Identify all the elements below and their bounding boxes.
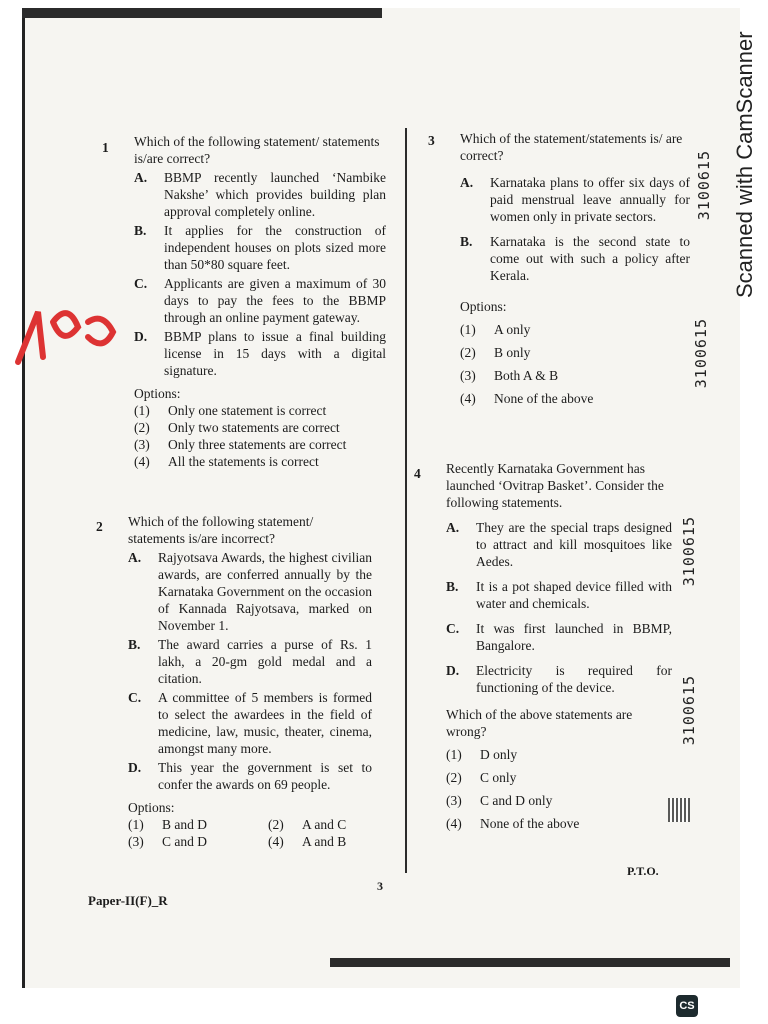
q2-option-3: (3) C and D bbox=[128, 834, 207, 849]
q2-stem: Which of the following statement/ statements is/are incorrect? bbox=[128, 514, 314, 546]
q4-option-3: (3) C and D only bbox=[446, 793, 553, 808]
q4-option-1: (1) D only bbox=[446, 747, 518, 762]
camscanner-watermark: Scanned with CamScanner bbox=[732, 31, 757, 298]
q2-option-1: (1) B and D bbox=[128, 817, 207, 832]
q2-statement-d: D. This year the government is set to confer the awards on 69 people. bbox=[128, 760, 372, 792]
scan-edge-top bbox=[22, 8, 382, 18]
side-serial-1: 3100615 bbox=[695, 150, 713, 221]
q4-statement-b: B. It is a pot shaped device filled with water and chemicals. bbox=[446, 579, 672, 611]
q3-stem: Which of the statement/statements is/ are correct? bbox=[460, 131, 683, 163]
q2-options-label: Options: bbox=[128, 800, 175, 815]
q2-option-4: (4) A and B bbox=[268, 834, 347, 849]
handwritten-red-mark bbox=[8, 292, 138, 372]
question-3 bbox=[460, 130, 690, 407]
q4-statement-c: C. It was first launched in BBMP, Bangalore. bbox=[446, 621, 672, 653]
q2-options-grid bbox=[128, 816, 372, 850]
q4-option-4: (4) None of the above bbox=[446, 816, 580, 831]
q3-statement-a: A. Karnataka plans to offer six days of paid menstrual leave annually for women only in private sectors. bbox=[460, 175, 690, 224]
q3-statement-b: B. Karnataka is the second state to come out with such a policy after Kerala. bbox=[460, 234, 690, 283]
q1-stem: Which of the following statement/ statements is/are correct? bbox=[134, 134, 380, 166]
q2-statement-b: B. The award carries a purse of Rs. 1 lakh, a 20-gm gold medal and a citation. bbox=[128, 637, 372, 686]
q3-option-2: (2) B only bbox=[460, 345, 531, 360]
side-serial-2: 3100615 bbox=[692, 318, 710, 389]
q1-number: 1 bbox=[102, 140, 109, 155]
pto-label: P.T.O. bbox=[627, 864, 659, 878]
q3-options-label: Options: bbox=[460, 299, 507, 314]
q2-number: 2 bbox=[96, 519, 103, 534]
q1-statement-b: B. It applies for the construction of independent houses on plots sized more than 50*80 square feet. bbox=[134, 223, 386, 272]
q3-number: 3 bbox=[428, 133, 435, 148]
q4-stem: Recently Karnataka Government has launched ‘Ovitrap Basket’. Consider the following statements. bbox=[446, 461, 664, 510]
q1-statement-a: A. BBMP recently launched ‘Nambike Nakshe’ which provides building plan approval completely online. bbox=[134, 170, 386, 219]
q1-options-label: Options: bbox=[134, 386, 181, 401]
q1-option-3: (3) Only three statements are correct bbox=[134, 437, 347, 452]
q4-statement-a: A. They are the special traps designed to attract and kill mosquitoes like Aedes. bbox=[446, 520, 672, 569]
paper-code: Paper-II(F)_R bbox=[88, 893, 168, 908]
q1-option-2: (2) Only two statements are correct bbox=[134, 420, 340, 435]
q3-option-3: (3) Both A & B bbox=[460, 368, 559, 383]
column-divider bbox=[405, 128, 407, 873]
q4-number: 4 bbox=[414, 466, 421, 481]
q1-option-1: (1) Only one statement is correct bbox=[134, 403, 327, 418]
q4-statement-d: D. Electricity is required for functioning of the device. bbox=[446, 663, 672, 695]
q1-option-4: (4) All the statements is correct bbox=[134, 454, 319, 469]
q4-question: Which of the above statements are wrong? bbox=[446, 707, 633, 739]
q3-option-1: (1) A only bbox=[460, 322, 531, 337]
camscanner-badge-icon: CS bbox=[676, 995, 698, 1017]
page-number: 3 bbox=[377, 879, 383, 893]
q1-statement-c: C. Applicants are given a maximum of 30 days to pay the fees to the BBMP through an online payment gateway. bbox=[134, 276, 386, 325]
question-2 bbox=[128, 513, 372, 850]
side-serial-4: 3100615 bbox=[680, 675, 698, 746]
q4-option-2: (2) C only bbox=[446, 770, 517, 785]
question-4 bbox=[446, 460, 672, 832]
scan-edge-bottom bbox=[330, 958, 730, 967]
q1-statement-d: D. BBMP plans to issue a final building license in 15 days with a digital signature. bbox=[134, 329, 386, 378]
qr-code-icon bbox=[668, 798, 690, 822]
q2-option-2: (2) A and C bbox=[268, 817, 347, 832]
q2-statement-a: A. Rajyotsava Awards, the highest civilian awards, are conferred annually by the Karnataka Government on the occasion of Kannada Rajyotsava, marked on November 1. bbox=[128, 550, 372, 633]
question-1 bbox=[134, 133, 386, 470]
q3-option-4: (4) None of the above bbox=[460, 391, 594, 406]
side-serial-3: 3100615 bbox=[680, 516, 698, 587]
q2-statement-c: C. A committee of 5 members is formed to select the awardees in the field of medicine, law, music, theater, cinema, amongst many more. bbox=[128, 690, 372, 756]
